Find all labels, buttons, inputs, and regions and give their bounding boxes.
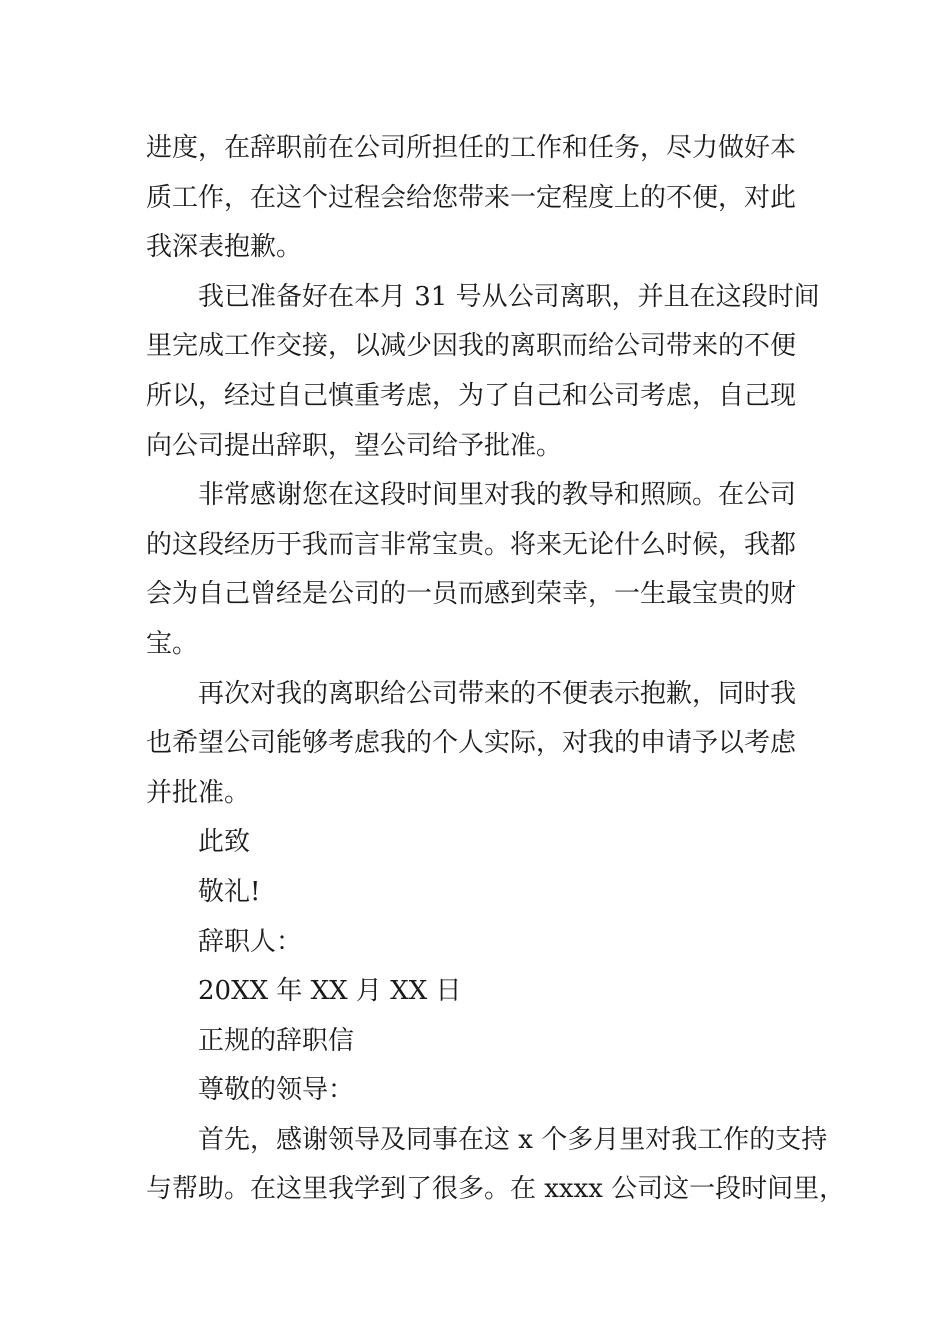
paragraph-apology <box>146 670 812 819</box>
text-line: 所以，经过自己慎重考虑，为了自己和公司考虑，自己现 <box>146 380 797 411</box>
text-line: 首先，感谢领导及同事在这 x 个多月里对我工作的支持 <box>198 1124 828 1155</box>
section-title <box>146 1017 812 1067</box>
closing-regards <box>146 868 812 918</box>
text-line: 此致 <box>198 827 251 858</box>
text-line: 我深表抱歉。 <box>146 232 303 263</box>
text-line: 会为自己曾经是公司的一员而感到荣幸，一生最宝贵的财 <box>146 579 797 610</box>
letter-body <box>146 124 846 1215</box>
text-line: 20XX 年 XX 月 XX 日 <box>198 976 462 1007</box>
text-line: 进度，在辞职前在公司所担任的工作和任务，尽力做好本 <box>146 133 797 163</box>
text-line: 也希望公司能够考虑我的个人实际，对我的申请予以考虑 <box>146 728 797 759</box>
text-line: 与帮助。在这里我学到了很多。在 xxxx 公司这一段时间里， <box>146 1174 846 1205</box>
text-line: 并批准。 <box>146 777 251 808</box>
text-line: 非常感谢您在这段时间里对我的教导和照顾。在公司 <box>198 480 797 511</box>
text-line: 再次对我的离职给公司带来的不便表示抱歉，同时我 <box>198 678 797 709</box>
signature-label <box>146 918 812 968</box>
text-line: 里完成工作交接，以减少因我的离职而给公司带来的不便 <box>146 331 797 362</box>
text-line: 辞职人： <box>198 926 303 957</box>
date-line <box>146 967 812 1017</box>
text-line: 质工作，在这个过程会给您带来一定程度上的不便，对此 <box>146 182 797 213</box>
paragraph-departure-date <box>146 273 820 471</box>
text-line: 正规的辞职信 <box>198 1025 355 1056</box>
paragraph-gratitude <box>146 471 812 669</box>
text-line: 的这段经历于我而言非常宝贵。将来无论什么时候，我都 <box>146 529 797 560</box>
text-line: 敬礼! <box>198 876 261 907</box>
text-line: 向公司提出辞职，望公司给予批准。 <box>146 430 563 461</box>
text-line: 尊敬的领导： <box>198 1075 355 1106</box>
paragraph-work-handover <box>146 124 812 273</box>
greeting <box>146 1066 812 1116</box>
paragraph-thanks-colleagues <box>146 1116 846 1215</box>
closing-salutation <box>146 818 812 868</box>
text-line: 我已准备好在本月 31 号从公司离职，并且在这段时间 <box>198 281 820 312</box>
text-line: 宝。 <box>146 628 199 659</box>
